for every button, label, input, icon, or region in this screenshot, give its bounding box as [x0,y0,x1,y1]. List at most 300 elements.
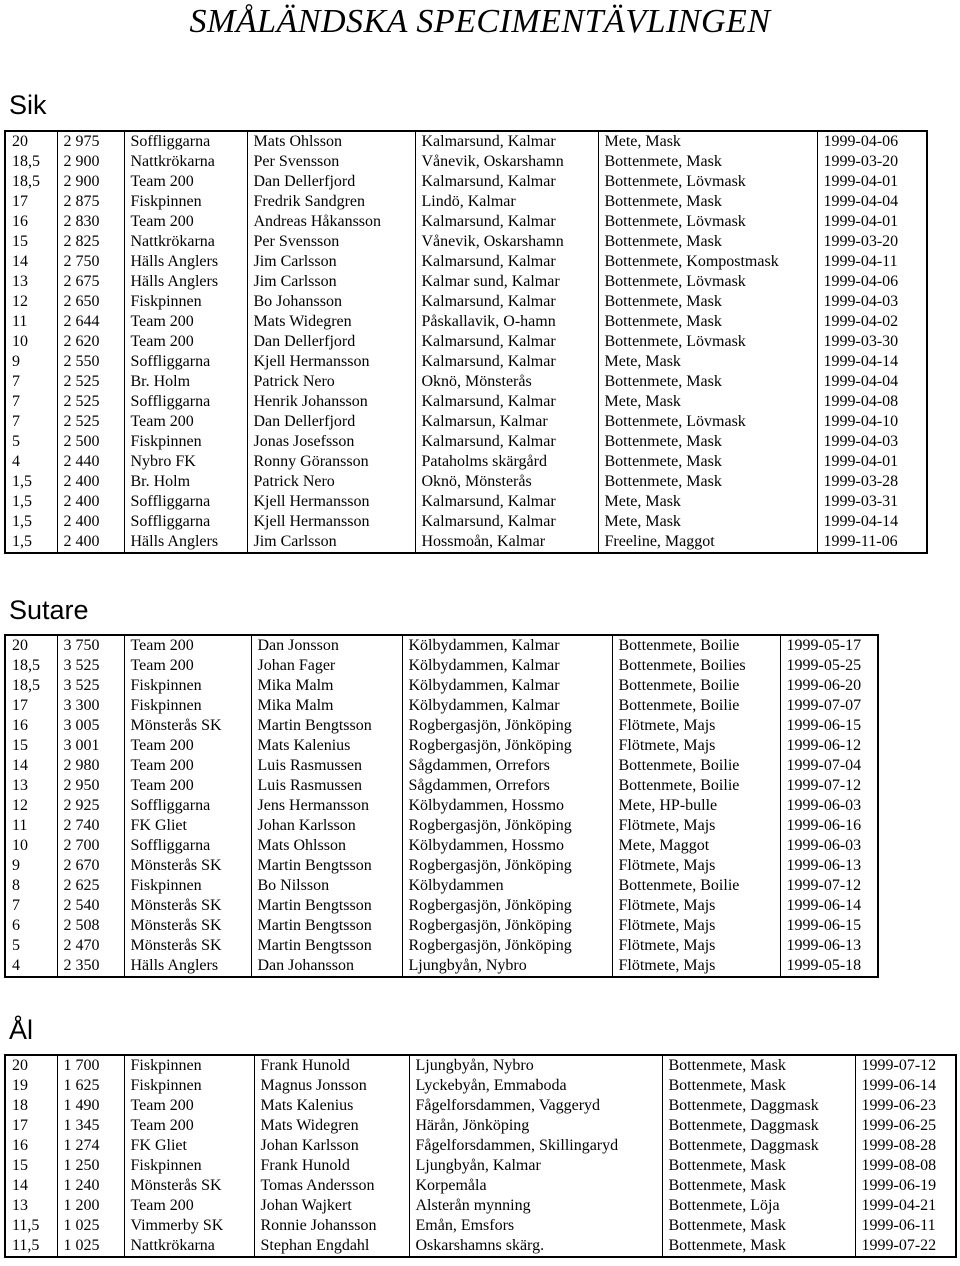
weight-cell: 2 400 [57,532,124,553]
points-cell: 4 [5,956,57,977]
date-cell: 1999-04-11 [817,252,927,272]
points-cell: 13 [5,1196,57,1216]
table-row [5,192,927,212]
date-cell: 1999-06-13 [780,856,878,876]
date-cell: 1999-03-31 [817,492,927,512]
table-row [5,916,878,936]
table-row [5,896,878,916]
date-cell: 1999-04-01 [817,452,927,472]
sutare-results-table [4,634,879,978]
location-cell: Kalmarsun, Kalmar [415,412,598,432]
location-cell: Rogbergasjön, Jönköping [402,716,612,736]
points-cell: 1,5 [5,512,57,532]
table-row [5,936,878,956]
club-cell: Nybro FK [124,452,247,472]
date-cell: 1999-03-20 [817,232,927,252]
club-cell: Team 200 [124,412,247,432]
method-cell: Bottenmete, Mask [662,1236,855,1257]
angler-cell: Luis Rasmussen [251,776,402,796]
weight-cell: 2 750 [57,252,124,272]
angler-cell: Mats Widegren [254,1116,409,1136]
angler-cell: Andreas Håkansson [247,212,415,232]
location-cell: Kölbydammen, Kalmar [402,656,612,676]
date-cell: 1999-04-04 [817,372,927,392]
method-cell: Flötmete, Majs [612,736,780,756]
method-cell: Bottenmete, Mask [598,472,817,492]
location-cell: Kalmarsund, Kalmar [415,492,598,512]
method-cell: Flötmete, Majs [612,856,780,876]
method-cell: Freeline, Maggot [598,532,817,553]
angler-cell: Jonas Josefsson [247,432,415,452]
method-cell: Bottenmete, Daggmask [662,1096,855,1116]
angler-cell: Frank Hunold [254,1055,409,1076]
points-cell: 10 [5,836,57,856]
date-cell: 1999-06-14 [780,896,878,916]
points-cell: 1,5 [5,492,57,512]
club-cell: Soffliggarna [124,512,247,532]
points-cell: 13 [5,776,57,796]
angler-cell: Martin Bengtsson [251,916,402,936]
club-cell: Team 200 [124,635,251,656]
location-cell: Kalmarsund, Kalmar [415,352,598,372]
date-cell: 1999-03-20 [817,152,927,172]
table-row [5,1136,956,1156]
table-row [5,512,927,532]
method-cell: Mete, HP-bulle [612,796,780,816]
angler-cell: Magnus Jonsson [254,1076,409,1096]
table-row [5,796,878,816]
date-cell: 1999-06-13 [780,936,878,956]
date-cell: 1999-06-16 [780,816,878,836]
date-cell: 1999-06-25 [855,1116,956,1136]
location-cell: Kölbydammen, Kalmar [402,696,612,716]
angler-cell: Mats Widegren [247,312,415,332]
club-cell: Team 200 [124,312,247,332]
club-cell: Mönsterås SK [124,936,251,956]
points-cell: 10 [5,332,57,352]
location-cell: Härån, Jönköping [409,1116,662,1136]
table-row [5,1196,956,1216]
method-cell: Bottenmete, Mask [662,1156,855,1176]
method-cell: Bottenmete, Lövmask [598,332,817,352]
location-cell: Lindö, Kalmar [415,192,598,212]
angler-cell: Mats Ohlsson [247,131,415,152]
location-cell: Sågdammen, Orrefors [402,756,612,776]
angler-cell: Tomas Andersson [254,1176,409,1196]
location-cell: Pataholms skärgård [415,452,598,472]
weight-cell: 1 490 [57,1096,124,1116]
angler-cell: Martin Bengtsson [251,896,402,916]
weight-cell: 2 975 [57,131,124,152]
location-cell: Kalmarsund, Kalmar [415,332,598,352]
angler-cell: Jim Carlsson [247,252,415,272]
weight-cell: 2 350 [57,956,124,977]
table-row [5,956,878,977]
table-row [5,836,878,856]
weight-cell: 1 700 [57,1055,124,1076]
weight-cell: 2 525 [57,412,124,432]
club-cell: FK Gliet [124,1136,254,1156]
location-cell: Fågelforsdammen, Vaggeryd [409,1096,662,1116]
date-cell: 1999-03-30 [817,332,927,352]
location-cell: Rogbergasjön, Jönköping [402,856,612,876]
date-cell: 1999-04-02 [817,312,927,332]
club-cell: Mönsterås SK [124,916,251,936]
location-cell: Kalmar sund, Kalmar [415,272,598,292]
location-cell: Påskallavik, O-hamn [415,312,598,332]
points-cell: 20 [5,1055,57,1076]
table-row [5,432,927,452]
club-cell: Nattkrökarna [124,152,247,172]
angler-cell: Per Svensson [247,232,415,252]
weight-cell: 2 900 [57,172,124,192]
points-cell: 9 [5,856,57,876]
weight-cell: 3 525 [57,656,124,676]
table-row [5,232,927,252]
method-cell: Bottenmete, Boilie [612,676,780,696]
method-cell: Mete, Maggot [612,836,780,856]
section-heading-sik: Sik [9,90,47,120]
location-cell: Oknö, Mönsterås [415,372,598,392]
location-cell: Rogbergasjön, Jönköping [402,816,612,836]
date-cell: 1999-07-12 [780,776,878,796]
table-row [5,312,927,332]
club-cell: Mönsterås SK [124,896,251,916]
angler-cell: Johan Karlsson [251,816,402,836]
method-cell: Bottenmete, Mask [598,232,817,252]
weight-cell: 2 525 [57,392,124,412]
weight-cell: 3 001 [57,736,124,756]
angler-cell: Kjell Hermansson [247,512,415,532]
weight-cell: 2 980 [57,756,124,776]
points-cell: 15 [5,232,57,252]
club-cell: Hälls Anglers [124,252,247,272]
points-cell: 18,5 [5,656,57,676]
angler-cell: Dan Dellerfjord [247,412,415,432]
angler-cell: Martin Bengtsson [251,716,402,736]
method-cell: Bottenmete, Lövmask [598,272,817,292]
method-cell: Bottenmete, Boilies [612,656,780,676]
date-cell: 1999-04-01 [817,172,927,192]
location-cell: Hossmoån, Kalmar [415,532,598,553]
points-cell: 18,5 [5,172,57,192]
method-cell: Bottenmete, Mask [662,1055,855,1076]
document-title: SMÅLÄNDSKA SPECIMENTÄVLINGEN [189,3,771,40]
club-cell: Mönsterås SK [124,716,251,736]
table-row [5,1156,956,1176]
table-row [5,412,927,432]
angler-cell: Dan Johansson [251,956,402,977]
weight-cell: 2 825 [57,232,124,252]
date-cell: 1999-04-03 [817,432,927,452]
weight-cell: 2 440 [57,452,124,472]
method-cell: Flötmete, Majs [612,716,780,736]
points-cell: 15 [5,1156,57,1176]
table-row [5,392,927,412]
date-cell: 1999-06-12 [780,736,878,756]
points-cell: 1,5 [5,532,57,553]
location-cell: Kalmarsund, Kalmar [415,131,598,152]
points-cell: 18,5 [5,152,57,172]
weight-cell: 3 525 [57,676,124,696]
date-cell: 1999-04-06 [817,272,927,292]
location-cell: Fågelforsdammen, Skillingaryd [409,1136,662,1156]
date-cell: 1999-06-03 [780,796,878,816]
method-cell: Bottenmete, Boilie [612,876,780,896]
date-cell: 1999-06-15 [780,716,878,736]
method-cell: Flötmete, Majs [612,936,780,956]
location-cell: Vånevik, Oskarshamn [415,152,598,172]
date-cell: 1999-06-11 [855,1216,956,1236]
points-cell: 16 [5,212,57,232]
weight-cell: 2 700 [57,836,124,856]
date-cell: 1999-08-28 [855,1136,956,1156]
angler-cell: Ronny Göransson [247,452,415,472]
points-cell: 19 [5,1076,57,1096]
club-cell: Br. Holm [124,472,247,492]
date-cell: 1999-06-14 [855,1076,956,1096]
club-cell: Fiskpinnen [124,1055,254,1076]
date-cell: 1999-04-14 [817,352,927,372]
points-cell: 18,5 [5,676,57,696]
method-cell: Bottenmete, Lövmask [598,172,817,192]
location-cell: Kölbydammen, Kalmar [402,635,612,656]
club-cell: Soffliggarna [124,131,247,152]
angler-cell: Patrick Nero [247,372,415,392]
club-cell: Fiskpinnen [124,292,247,312]
weight-cell: 1 025 [57,1236,124,1257]
club-cell: Soffliggarna [124,392,247,412]
location-cell: Emån, Emsfors [409,1216,662,1236]
weight-cell: 1 274 [57,1136,124,1156]
table-row [5,816,878,836]
method-cell: Bottenmete, Mask [598,192,817,212]
location-cell: Kalmarsund, Kalmar [415,392,598,412]
method-cell: Mete, Mask [598,492,817,512]
method-cell: Bottenmete, Mask [662,1216,855,1236]
weight-cell: 2 625 [57,876,124,896]
points-cell: 13 [5,272,57,292]
table-row [5,1236,956,1257]
points-cell: 11,5 [5,1236,57,1257]
club-cell: Hälls Anglers [124,956,251,977]
table-row [5,472,927,492]
points-cell: 4 [5,452,57,472]
points-cell: 7 [5,896,57,916]
table-row [5,676,878,696]
method-cell: Bottenmete, Daggmask [662,1136,855,1156]
club-cell: Soffliggarna [124,352,247,372]
club-cell: Fiskpinnen [124,432,247,452]
weight-cell: 2 550 [57,352,124,372]
location-cell: Kalmarsund, Kalmar [415,252,598,272]
table-row [5,756,878,776]
location-cell: Rogbergasjön, Jönköping [402,936,612,956]
table-row [5,856,878,876]
table-row [5,272,927,292]
weight-cell: 3 300 [57,696,124,716]
date-cell: 1999-06-15 [780,916,878,936]
points-cell: 16 [5,1136,57,1156]
angler-cell: Ronnie Johansson [254,1216,409,1236]
angler-cell: Martin Bengtsson [251,936,402,956]
club-cell: Nattkrökarna [124,232,247,252]
angler-cell: Jim Carlsson [247,532,415,553]
club-cell: Fiskpinnen [124,876,251,896]
weight-cell: 2 400 [57,472,124,492]
method-cell: Mete, Mask [598,131,817,152]
weight-cell: 1 200 [57,1196,124,1216]
date-cell: 1999-06-19 [855,1176,956,1196]
points-cell: 16 [5,716,57,736]
angler-cell: Dan Jonsson [251,635,402,656]
weight-cell: 2 900 [57,152,124,172]
method-cell: Bottenmete, Mask [598,152,817,172]
angler-cell: Johan Wajkert [254,1196,409,1216]
location-cell: Kalmarsund, Kalmar [415,432,598,452]
date-cell: 1999-04-21 [855,1196,956,1216]
table-row [5,1116,956,1136]
location-cell: Kalmarsund, Kalmar [415,512,598,532]
points-cell: 18 [5,1096,57,1116]
method-cell: Flötmete, Majs [612,896,780,916]
location-cell: Kölbydammen [402,876,612,896]
weight-cell: 2 620 [57,332,124,352]
points-cell: 1,5 [5,472,57,492]
points-cell: 5 [5,432,57,452]
location-cell: Rogbergasjön, Jönköping [402,736,612,756]
points-cell: 12 [5,796,57,816]
weight-cell: 2 540 [57,896,124,916]
club-cell: Hälls Anglers [124,532,247,553]
table-row [5,716,878,736]
method-cell: Flötmete, Majs [612,916,780,936]
date-cell: 1999-07-12 [855,1055,956,1076]
table-row [5,292,927,312]
location-cell: Korpemåla [409,1176,662,1196]
table-row [5,172,927,192]
location-cell: Kalmarsund, Kalmar [415,292,598,312]
method-cell: Bottenmete, Mask [598,292,817,312]
date-cell: 1999-07-07 [780,696,878,716]
points-cell: 17 [5,1116,57,1136]
table-row [5,1216,956,1236]
points-cell: 7 [5,392,57,412]
location-cell: Rogbergasjön, Jönköping [402,916,612,936]
date-cell: 1999-11-06 [817,532,927,553]
points-cell: 8 [5,876,57,896]
weight-cell: 3 005 [57,716,124,736]
method-cell: Bottenmete, Lövmask [598,212,817,232]
method-cell: Bottenmete, Boilie [612,776,780,796]
points-cell: 11 [5,816,57,836]
club-cell: Team 200 [124,756,251,776]
date-cell: 1999-03-28 [817,472,927,492]
club-cell: Vimmerby SK [124,1216,254,1236]
club-cell: Team 200 [124,1116,254,1136]
weight-cell: 2 470 [57,936,124,956]
club-cell: Team 200 [124,1196,254,1216]
weight-cell: 2 925 [57,796,124,816]
method-cell: Mete, Mask [598,352,817,372]
weight-cell: 2 675 [57,272,124,292]
club-cell: Team 200 [124,212,247,232]
date-cell: 1999-04-01 [817,212,927,232]
points-cell: 12 [5,292,57,312]
table-row [5,656,878,676]
angler-cell: Martin Bengtsson [251,856,402,876]
weight-cell: 1 240 [57,1176,124,1196]
method-cell: Bottenmete, Mask [598,432,817,452]
club-cell: Fiskpinnen [124,1156,254,1176]
points-cell: 11,5 [5,1216,57,1236]
method-cell: Flötmete, Majs [612,956,780,977]
location-cell: Kölbydammen, Hossmo [402,836,612,856]
method-cell: Bottenmete, Mask [662,1176,855,1196]
table-row [5,776,878,796]
weight-cell: 2 525 [57,372,124,392]
date-cell: 1999-06-03 [780,836,878,856]
location-cell: Ljungbyån, Kalmar [409,1156,662,1176]
location-cell: Ljungbyån, Nybro [402,956,612,977]
weight-cell: 2 400 [57,512,124,532]
points-cell: 7 [5,372,57,392]
method-cell: Bottenmete, Boilie [612,635,780,656]
table-row [5,635,878,656]
points-cell: 20 [5,635,57,656]
angler-cell: Luis Rasmussen [251,756,402,776]
points-cell: 9 [5,352,57,372]
weight-cell: 2 950 [57,776,124,796]
angler-cell: Per Svensson [247,152,415,172]
angler-cell: Bo Johansson [247,292,415,312]
location-cell: Oknö, Mönsterås [415,472,598,492]
table-row [5,532,927,553]
weight-cell: 2 670 [57,856,124,876]
location-cell: Vånevik, Oskarshamn [415,232,598,252]
angler-cell: Dan Dellerfjord [247,172,415,192]
angler-cell: Fredrik Sandgren [247,192,415,212]
club-cell: Team 200 [124,656,251,676]
location-cell: Kölbydammen, Hossmo [402,796,612,816]
angler-cell: Mats Kalenius [254,1096,409,1116]
angler-cell: Jim Carlsson [247,272,415,292]
method-cell: Bottenmete, Mask [598,452,817,472]
section-heading-al: Ål [9,1015,34,1045]
angler-cell: Mats Ohlsson [251,836,402,856]
angler-cell: Henrik Johansson [247,392,415,412]
location-cell: Kalmarsund, Kalmar [415,172,598,192]
table-row [5,352,927,372]
method-cell: Bottenmete, Daggmask [662,1116,855,1136]
date-cell: 1999-04-10 [817,412,927,432]
date-cell: 1999-04-14 [817,512,927,532]
angler-cell: Mats Kalenius [251,736,402,756]
points-cell: 11 [5,312,57,332]
club-cell: Soffliggarna [124,836,251,856]
date-cell: 1999-04-04 [817,192,927,212]
table-row [5,696,878,716]
method-cell: Mete, Mask [598,392,817,412]
location-cell: Kalmarsund, Kalmar [415,212,598,232]
location-cell: Sågdammen, Orrefors [402,776,612,796]
angler-cell: Bo Nilsson [251,876,402,896]
weight-cell: 2 644 [57,312,124,332]
method-cell: Bottenmete, Mask [598,312,817,332]
angler-cell: Frank Hunold [254,1156,409,1176]
table-row [5,131,927,152]
points-cell: 6 [5,916,57,936]
